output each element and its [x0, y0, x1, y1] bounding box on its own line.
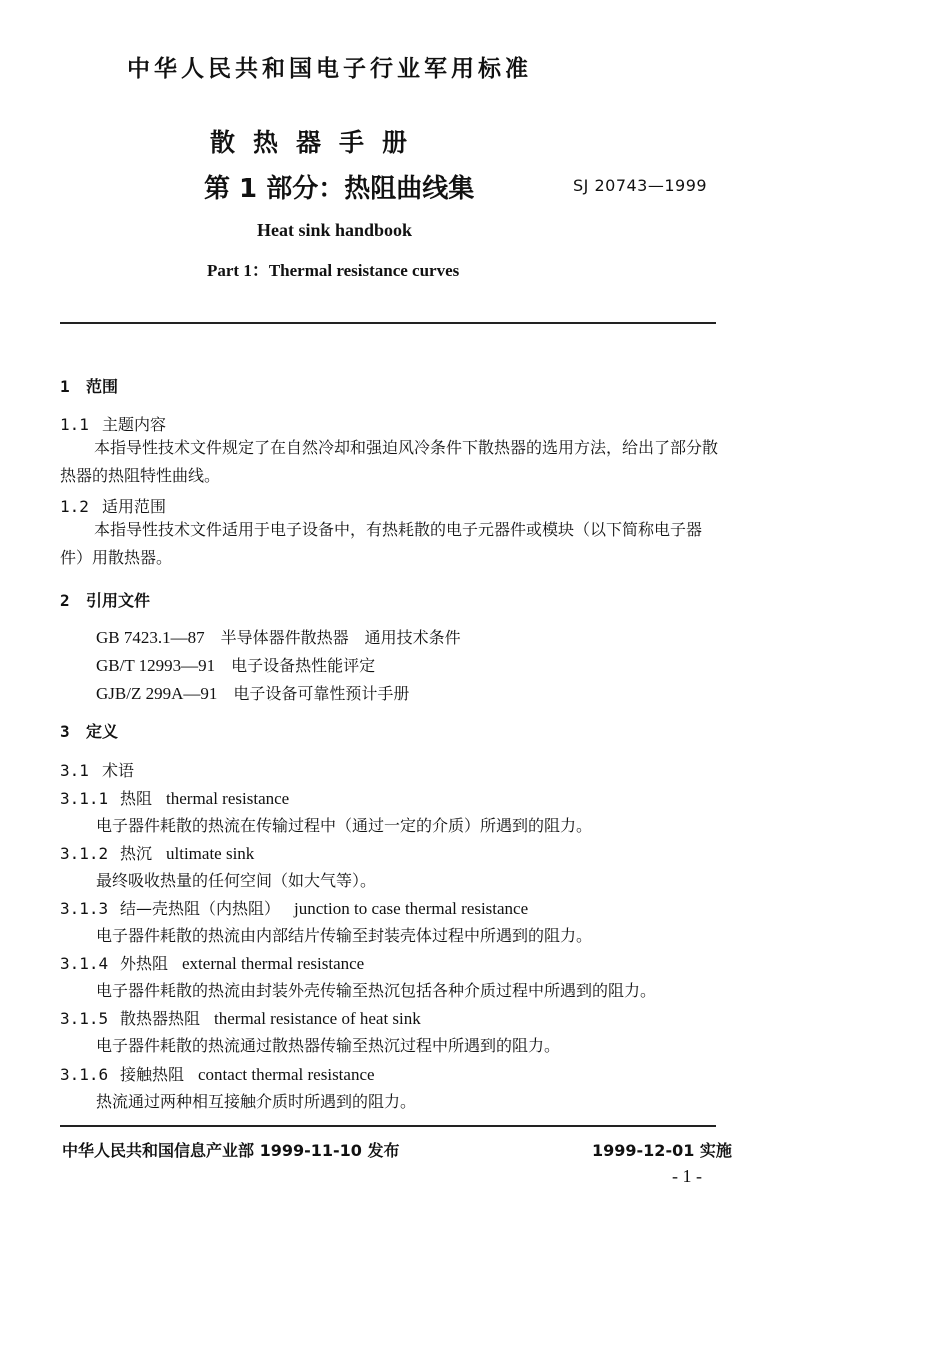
english-part-title: Part 1：Thermal resistance curves: [207, 261, 460, 280]
term-definition: 电子器件耗散的热流在传输过程中（通过一定的介质）所遇到的阻力。: [96, 816, 593, 835]
reference-item: GJB/Z 299A—91 电子设备可靠性预计手册: [96, 684, 410, 703]
english-title: Heat sink handbook: [257, 220, 413, 240]
reference-item: GB 7423.1—87 半导体器件散热器 通用技术条件: [96, 628, 461, 647]
term-heading: 3.1.4 外热阻 external thermal resistance: [60, 954, 365, 973]
term-heading: 3.1.3 结—壳热阻（内热阻） junction to case thermal resistance: [60, 899, 529, 918]
term-definition: 电子器件耗散的热流通过散热器传输至热沉过程中所遇到的阻力。: [96, 1036, 561, 1055]
term-heading: 3.1.1 热阻 thermal resistance: [60, 789, 290, 808]
section-1-2-heading: 1.2 适用范围: [60, 497, 167, 516]
standard-category-header: 中华人民共和国电子行业军用标准: [127, 56, 532, 82]
title-divider: [60, 322, 716, 324]
section-1-2-text: 本指导性技术文件适用于电子设备中，有热耗散的电子元器件或模块（以下简称电子器件）用散热器。: [60, 520, 703, 567]
term-definition: 电子器件耗散的热流由封装外壳传输至热沉包括各种介质过程中所遇到的阻力。: [96, 981, 657, 1000]
page-number: - 1 -: [672, 1166, 702, 1186]
section-1-1-heading: 1.1 主题内容: [60, 415, 167, 434]
term-definition: 最终吸收热量的任何空间（如大气等）。: [96, 871, 377, 890]
section-3-heading: 3 定义: [60, 722, 119, 741]
effective-date: 1999-12-01 实施: [592, 1141, 732, 1160]
term-heading: 3.1.6 接触热阻 contact thermal resistance: [60, 1065, 375, 1084]
section-1-heading: 1 范围: [60, 377, 119, 396]
issuer-line: 中华人民共和国信息产业部 1999-11-10 发布: [62, 1141, 400, 1160]
section-3-1-heading: 3.1 术语: [60, 761, 135, 780]
reference-item: GB/T 12993—91 电子设备热性能评定: [96, 656, 376, 675]
term-heading: 3.1.5 散热器热阻 thermal resistance of heat sink: [60, 1009, 421, 1028]
term-heading: 3.1.2 热沉 ultimate sink: [60, 844, 255, 863]
term-definition: 电子器件耗散的热流由内部结片传输至封装壳体过程中所遇到的阻力。: [96, 926, 593, 945]
footer-divider: [60, 1125, 716, 1127]
standard-number: SJ 20743—1999: [573, 176, 708, 195]
document-part-title: 第 1 部分：热阻曲线集: [204, 174, 475, 204]
term-definition: 热流通过两种相互接触介质时所遇到的阻力。: [96, 1092, 417, 1111]
document-title: 散热器手册: [210, 128, 426, 157]
section-1-1-text: 本指导性技术文件规定了在自然冷却和强迫风冷条件下散热器的选用方法，给出了部分散热器的热阻特性曲线。: [60, 438, 719, 485]
section-2-heading: 2 引用文件: [60, 591, 151, 610]
